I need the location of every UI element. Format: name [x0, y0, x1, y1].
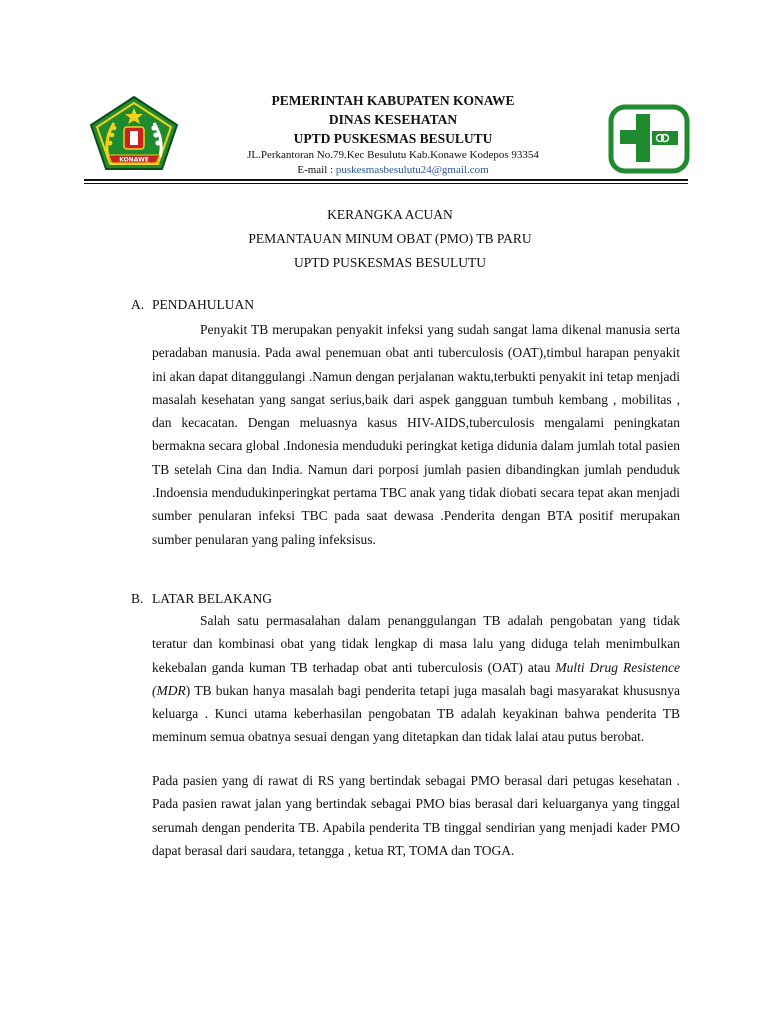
title-line-3: UPTD PUSKESMAS BESULUTU: [293, 255, 487, 270]
letterhead-address: JL.Perkantoran No.79.Kec Besulutu Kab.Konawe Kodepos 93354: [247, 149, 539, 161]
section-b-paragraph-2: [152, 769, 680, 862]
section-a-paragraph: [152, 318, 680, 551]
section-a-heading: [131, 295, 254, 315]
letterhead-department: DINAS KESEHATAN: [328, 112, 458, 127]
konawe-emblem-logo: [88, 95, 180, 171]
title-line-2: PEMANTAUAN MINUM OBAT (PMO) TB PARU: [248, 231, 532, 246]
section-a-title: PENDAHULUAN: [152, 297, 254, 312]
letterhead: [200, 91, 586, 178]
letterhead-rule-thick: [84, 179, 688, 181]
title-line-1: KERANGKA ACUAN: [327, 207, 453, 222]
email-label: E-mail :: [297, 164, 336, 176]
section-b-p2-body: Pada pasien yang di rawat di RS yang bertindak sebagai PMO berasal dari petugas kesehatan . Pada pasien rawat jalan yang bertindak sebagai PMO bias berasal dari keluarganya yang tinggal serumah dengan penderita TB. Apabila penderita TB tinggal sendirian yang menjadi kader PMO dapat berasal dari saudara, tetangga , ketua RT, TOMA dan TOGA.: [152, 773, 680, 858]
section-b-title: LATAR BELAKANG: [152, 591, 273, 606]
letterhead-government: PEMERINTAH KABUPATEN KONAWE: [271, 93, 515, 108]
section-b-p1-before: Salah satu permasalahan dalam penanggulangan TB adalah pengobatan yang tidak teratur dan kombinasi obat yang tidak lengkap di masa lalu yang diduga telah menimbulkan kekebalan ganda kuman TB terhadap obat anti tuberculosis (OAT) atau: [152, 613, 680, 675]
letterhead-rule-thin: [84, 183, 688, 184]
konawe-ribbon-text: KONAWE: [119, 156, 149, 164]
document-title: [150, 203, 630, 275]
section-b-p1-italic: Multi Drug Resistence (MDR: [152, 659, 680, 698]
section-b-paragraph-1: [152, 609, 680, 749]
section-a-body: Penyakit TB merupakan penyakit infeksi yang sudah sangat lama dikenal manusia serta peradaban manusia. Pada awal penemuan obat anti tuberculosis (OAT),timbul harapan penyakit ini akan dapat ditanggulangi .Namun dengan perjalanan waktu,terbukti penyakit ini tetap menjadi masalah kesehatan yang sangat serius,baik dari aspek gangguan tumbuh kembang , mobilitas , dan kecacatan. Dengan meluasnya kasus HIV-AIDS,tuberculosis mengalami peningkatan bermakna secara global .Indonesia menduduki peringkat ketiga didunia dalam jumlah total pasien TB setelah Cina dan India. Namun dari porposi jumlah pasien dibandingkan jumlah penduduk .Indoensia mendudukinperingkat pertama TBC anak yang tidak diobati secara tepat akan menjadi sumber penularan infeksi TBC pada saat dewasa .Penderita dengan BTA positif merupakan sumber penularan yang paling infeksisus.: [152, 322, 680, 547]
letterhead-unit: UPTD PUSKESMAS BESULUTU: [293, 131, 493, 146]
section-b-heading: [131, 589, 272, 609]
email-link[interactable]: puskesmasbesulutu24@gmail.com: [335, 164, 489, 176]
puskesmas-logo: [608, 104, 690, 174]
section-b-marker: B.: [131, 591, 144, 606]
letterhead-email-line: [200, 163, 586, 178]
section-b-p1-after: ) TB bukan hanya masalah bagi penderita tetapi juga masalah bagi masyarakat khususnya keluarga . Kunci utama keberhasilan pengobatan TB adalah keyakinan bahwa penderita TB meminum semua obatnya sesuai dengan yang ditetapkan dan tidak lalai atau putus berobat.: [152, 682, 680, 745]
section-a-marker: A.: [131, 297, 145, 312]
